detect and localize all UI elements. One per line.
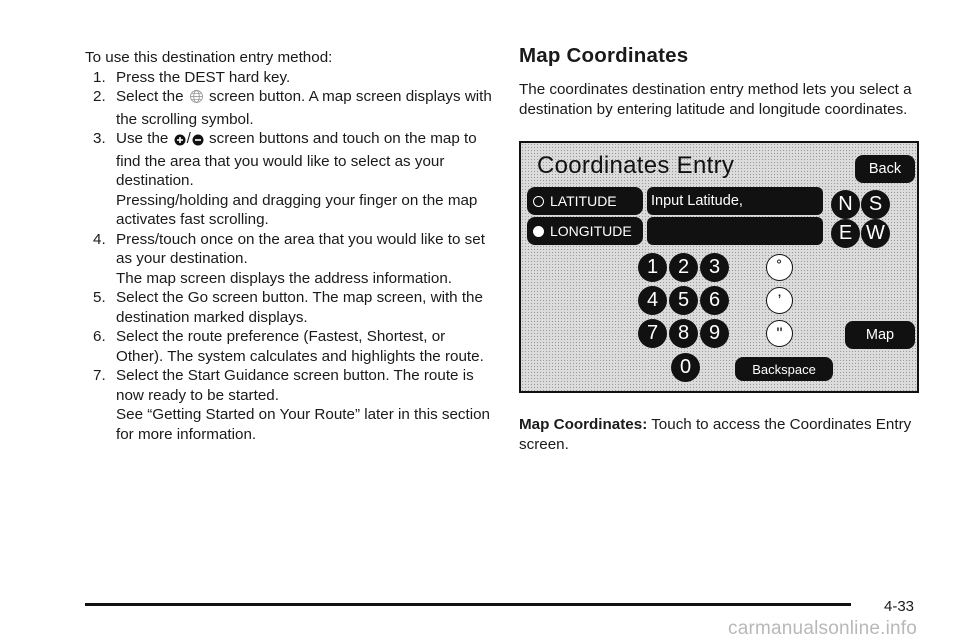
page-number: 4-33 [884,598,915,615]
latitude-button[interactable]: LATITUDE [527,187,643,215]
key-w[interactable]: W [861,219,890,248]
key-5[interactable]: 5 [669,286,698,315]
key-3[interactable]: 3 [700,253,729,282]
section-title: Map Coordinates [519,44,689,67]
caption [519,415,919,454]
map-coordinates-section [519,44,919,454]
step-4-note: The map screen displays the address information. [116,269,452,287]
key-8[interactable]: 8 [669,319,698,348]
key-2[interactable]: 2 [669,253,698,282]
step-2: 2. Select the screen button. A map screen displays with the scrolling symbol. [93,88,492,128]
zoom-in-icon [174,132,186,152]
key-minute[interactable]: ’ [766,287,793,314]
longitude-input[interactable] [647,217,823,245]
key-1[interactable]: 1 [638,253,667,282]
key-second[interactable]: " [766,320,793,347]
screen-title: Coordinates Entry [537,152,735,179]
backspace-button[interactable]: Backspace [735,357,833,381]
zoom-out-icon [192,132,204,152]
latitude-input[interactable]: Input Latitude, [647,187,823,215]
key-e[interactable]: E [831,219,860,248]
longitude-button[interactable]: LONGITUDE [527,217,643,245]
globe-icon [189,89,204,110]
footer-rule [85,603,851,606]
key-6[interactable]: 6 [700,286,729,315]
step-3-note: Pressing/holding and dragging your finger on the map activates fast scrolling. [116,191,478,228]
step-4: 4. Press/touch once on the area that you would like to set as your destination. [93,230,485,267]
step-5: 5. Select the Go screen button. The map screen, with the destination marked displays. [93,289,483,326]
caption-label: Map Coordinates: [519,416,648,433]
radio-on-icon [533,226,544,237]
key-7[interactable]: 7 [638,319,667,348]
watermark: carmanualsonline.info [728,618,918,639]
instructions-column [85,48,495,444]
key-4[interactable]: 4 [638,286,667,315]
step-7: 7. Select the Start Guidance screen button. The route is now ready to be started. [93,367,474,404]
step-6: 6. Select the route preference (Fastest, Shortest, or Other). The system calculates and highlights the route. [93,328,484,365]
radio-off-icon [533,196,544,207]
key-n[interactable]: N [831,190,860,219]
key-9[interactable]: 9 [700,319,729,348]
key-degree[interactable]: ˚ [766,254,793,281]
key-s[interactable]: S [861,190,890,219]
key-0[interactable]: 0 [671,353,700,382]
map-button[interactable]: Map [845,321,915,349]
section-description: The coordinates destination entry method lets you select a destination by entering latitude and longitude coordinates. [519,81,912,118]
step-3: 3. Use the / screen buttons and touch on the map to find the area that you would like to select as your destination. [93,130,477,189]
back-button[interactable]: Back [855,155,915,183]
step-7-note: See “Getting Started on Your Route” later in this section for more information. [116,406,490,443]
intro-text: To use this destination entry method: [85,49,333,66]
caption-text: Touch to access the Coordinates Entry screen. [519,416,912,453]
step-1: 1. Press the DEST hard key. [93,68,291,86]
coordinates-entry-screen [519,141,919,393]
